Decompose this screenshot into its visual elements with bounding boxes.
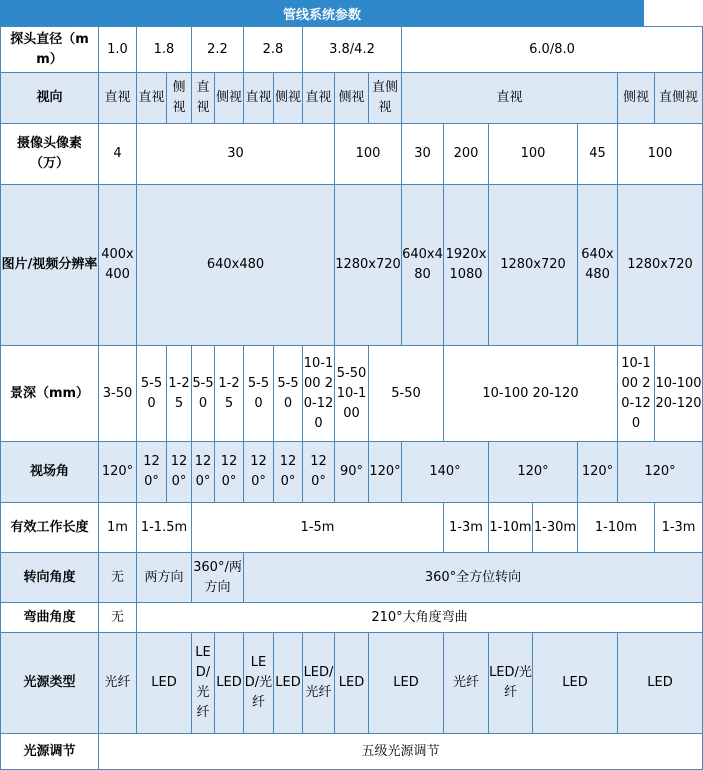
table-row <box>1 185 703 346</box>
table-cell: 210°大角度弯曲 <box>137 603 703 633</box>
row-header-probe-diameter: 探头直径（mm） <box>1 27 99 73</box>
table-cell: LED/光纤 <box>489 633 533 734</box>
row-header-working-length: 有效工作长度 <box>1 503 99 553</box>
row-header-resolution: 图片/视频分辨率 <box>1 185 99 346</box>
table-cell: 100 <box>335 124 402 185</box>
table-cell: 10-100 20-120 <box>444 346 618 442</box>
table-cell: 2.2 <box>192 27 244 73</box>
table-row <box>1 503 703 553</box>
table-cell: 直视 <box>137 73 167 124</box>
table-cell: 120° <box>244 442 274 503</box>
table-cell: 120° <box>578 442 618 503</box>
table-cell: 光纤 <box>444 633 489 734</box>
table-cell: 1280x720 <box>335 185 402 346</box>
row-header-depth-of-field: 景深（mm） <box>1 346 99 442</box>
table-cell: 5-50 <box>192 346 215 442</box>
table-cell: 无 <box>99 553 137 603</box>
table-cell: 140° <box>402 442 489 503</box>
table-cell: 120° <box>489 442 578 503</box>
table-cell: 640x480 <box>402 185 444 346</box>
table-cell: 30 <box>137 124 335 185</box>
table-row <box>1 442 703 503</box>
table-cell: 120° <box>215 442 244 503</box>
table-cell: 120° <box>99 442 137 503</box>
table-cell: 直视 <box>192 73 215 124</box>
row-header-light-source-type: 光源类型 <box>1 633 99 734</box>
table-cell: 120° <box>369 442 402 503</box>
table-row <box>1 734 703 770</box>
table-cell: 5-50 <box>369 346 444 442</box>
table-cell: 3.8/4.2 <box>303 27 402 73</box>
table-cell: 1-1.5m <box>137 503 192 553</box>
table-cell: 120° <box>192 442 215 503</box>
table-cell: 两方向 <box>137 553 192 603</box>
table-cell: 640x480 <box>137 185 335 346</box>
table-cell: LED <box>137 633 192 734</box>
table-cell: 直视 <box>99 73 137 124</box>
table-cell: 360°/两方向 <box>192 553 244 603</box>
table-cell: 100 <box>489 124 578 185</box>
table-row <box>1 553 703 603</box>
table-cell: 6.0/8.0 <box>402 27 703 73</box>
table-cell: 1280x720 <box>489 185 578 346</box>
table-row <box>1 27 703 73</box>
table-cell: LED <box>274 633 303 734</box>
table-row <box>1 73 703 124</box>
table-cell: 1-25 <box>215 346 244 442</box>
table-cell: 10-100 20-120 <box>655 346 703 442</box>
table-cell: 120° <box>303 442 335 503</box>
table-cell: LED <box>335 633 369 734</box>
table-cell: 直侧视 <box>369 73 402 124</box>
table-cell: 1.0 <box>99 27 137 73</box>
table-cell: 侧视 <box>167 73 192 124</box>
table-cell: 1-3m <box>444 503 489 553</box>
table-cell: 120° <box>137 442 167 503</box>
table-cell: 无 <box>99 603 137 633</box>
table-cell: 直视 <box>303 73 335 124</box>
row-header-light-adjustment: 光源调节 <box>1 734 99 770</box>
table-cell: 1-30m <box>533 503 578 553</box>
table-cell: 2.8 <box>244 27 303 73</box>
table-cell: 光纤 <box>99 633 137 734</box>
table-cell: 200 <box>444 124 489 185</box>
table-cell: 5-50 <box>274 346 303 442</box>
table-cell: 360°全方位转向 <box>244 553 703 603</box>
table-row <box>1 346 703 442</box>
table-cell: 640x480 <box>578 185 618 346</box>
row-header-steering-angle: 转向角度 <box>1 553 99 603</box>
table-cell: 侧视 <box>618 73 655 124</box>
row-header-camera-pixels: 摄像头像素（万） <box>1 124 99 185</box>
table-cell: 90° <box>335 442 369 503</box>
table-cell: 45 <box>578 124 618 185</box>
row-header-view-direction: 视向 <box>1 73 99 124</box>
table-cell: 1280x720 <box>618 185 703 346</box>
table-cell: 1-25 <box>167 346 192 442</box>
table-row <box>1 124 703 185</box>
table-cell: 1-3m <box>655 503 703 553</box>
table-cell: 5-50 <box>137 346 167 442</box>
table-cell: 30 <box>402 124 444 185</box>
table-cell: 10-100 20-120 <box>618 346 655 442</box>
table-cell: 1.8 <box>137 27 192 73</box>
table-cell: 4 <box>99 124 137 185</box>
table-cell: 120° <box>618 442 703 503</box>
table-cell: 120° <box>274 442 303 503</box>
table-cell: 直视 <box>244 73 274 124</box>
table-cell: LED <box>215 633 244 734</box>
table-cell: 侧视 <box>215 73 244 124</box>
table-cell: LED <box>369 633 444 734</box>
table-cell: 120° <box>167 442 192 503</box>
table-cell: 1-10m <box>578 503 655 553</box>
table-cell: 10-100 20-120 <box>303 346 335 442</box>
table-cell: 3-50 <box>99 346 137 442</box>
table-cell: LED/光纤 <box>192 633 215 734</box>
table-title: 管线系统参数 <box>0 0 644 26</box>
spec-table <box>0 26 703 770</box>
row-header-field-of-view: 视场角 <box>1 442 99 503</box>
table-cell: LED <box>618 633 703 734</box>
row-header-bending-angle: 弯曲角度 <box>1 603 99 633</box>
table-cell: 侧视 <box>335 73 369 124</box>
table-cell: 5-50 10-100 <box>335 346 369 442</box>
table-cell: LED/光纤 <box>303 633 335 734</box>
table-cell: 直视 <box>402 73 618 124</box>
table-cell: 1920x1080 <box>444 185 489 346</box>
table-cell: 1-10m <box>489 503 533 553</box>
table-cell: 侧视 <box>274 73 303 124</box>
table-cell: 5-50 <box>244 346 274 442</box>
table-cell: 直侧视 <box>655 73 703 124</box>
table-cell: 1m <box>99 503 137 553</box>
table-cell: 1-5m <box>192 503 444 553</box>
table-cell: 400x400 <box>99 185 137 346</box>
table-row <box>1 603 703 633</box>
table-cell: LED/光纤 <box>244 633 274 734</box>
table-cell: 100 <box>618 124 703 185</box>
table-row <box>1 633 703 734</box>
table-cell: 五级光源调节 <box>99 734 703 770</box>
table-cell: LED <box>533 633 618 734</box>
